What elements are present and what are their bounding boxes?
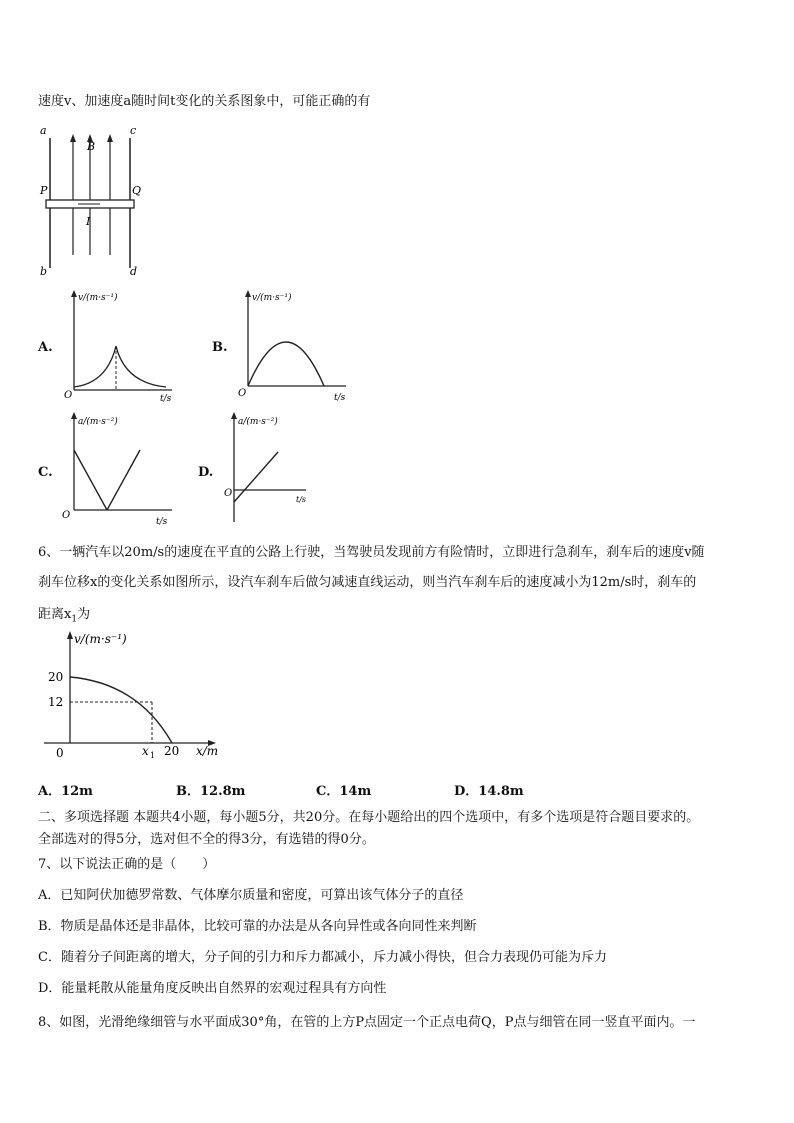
- intro-line: 速度v、加速度a随时间t变化的关系图象中，可能正确的有: [38, 94, 371, 109]
- q6-tick-0: 0: [56, 746, 64, 760]
- q5a-xlabel: t/s: [160, 394, 172, 403]
- q7-option-b: B．物质是晶体还是非晶体，比较可靠的办法是从各向异性或各向同性来判断: [38, 919, 477, 934]
- q7-option-d: D．能量耗散从能量角度反映出自然界的宏观过程具有方向性: [38, 981, 387, 996]
- q5d-xlabel: t/s: [296, 495, 307, 504]
- rail-figure: [38, 120, 148, 280]
- q5c-origin: O: [62, 510, 71, 521]
- label-b: b: [40, 265, 48, 278]
- q5a-ylabel: v/(m·s⁻¹): [78, 293, 118, 303]
- q6-xlabel: x/m: [196, 744, 219, 758]
- q5c-xlabel: t/s: [156, 517, 168, 527]
- section2-line2: 全部选对的得5分，选对但不全的得3分，有选错的得0分。: [38, 832, 375, 847]
- q6-line3: 距离$x_1$为: [38, 607, 91, 625]
- q6-option-d: D．14.8m: [454, 784, 524, 799]
- q5-option-c-label: C.: [38, 465, 53, 480]
- q6-tick-20-y: 20: [48, 670, 64, 684]
- q6-tick-x1-sub: 1: [150, 751, 156, 760]
- q5b-origin: O: [238, 388, 247, 399]
- q6-option-a: A．12m: [38, 784, 93, 799]
- q5b-ylabel: v/(m·s⁻¹): [252, 293, 292, 303]
- q7-option-a: A．已知阿伏加德罗常数、气体摩尔质量和密度，可算出该气体分子的直径: [38, 888, 464, 903]
- q5c-ylabel: a/(m·s⁻²): [78, 417, 118, 427]
- q6-option-c: C．14m: [316, 784, 372, 799]
- q6-option-b: B．12.8m: [176, 784, 246, 799]
- q5d-ylabel: a/(m·s⁻²): [238, 417, 278, 427]
- q7-stem: 7、以下说法正确的是（ ）: [38, 857, 216, 872]
- q8-stem: 8、如图，光滑绝缘细管与水平面成30°角，在管的上方P点固定一个正点电荷Q，P点与细管在同一竖直平面内。一: [38, 1015, 696, 1030]
- q7-option-c: C．随着分子间距离的增大，分子间的引力和斥力都减小，斥力减小得快，但合力表现仍可能为斥力: [38, 950, 607, 965]
- q6-line1: 6、一辆汽车以20m/s的速度在平直的公路上行驶，当驾驶员发现前方有险情时，立即进行急刹车，刹车后的速度v随: [38, 545, 705, 560]
- q5a-origin: O: [64, 390, 73, 401]
- label-a: a: [40, 124, 47, 137]
- label-d: d: [130, 265, 138, 278]
- q5-graph-c: [62, 410, 182, 528]
- q6-ylabel: v/(m·s⁻¹): [74, 632, 127, 646]
- label-I: I: [86, 215, 91, 228]
- q6-tick-x1: x: [142, 744, 149, 758]
- q6-tick-12-y: 12: [48, 695, 64, 709]
- q6-line2: 刹车位移x的变化关系如图所示，设汽车刹车后做匀减速直线运动，则当汽车刹车后的速度减小为12m/s时，刹车的: [38, 575, 697, 590]
- q5-option-a-label: A.: [38, 340, 53, 355]
- q5-graph-a: [62, 288, 182, 403]
- q5d-origin: O: [224, 488, 233, 499]
- q5-option-b-label: B.: [212, 340, 228, 355]
- label-P: P: [40, 184, 48, 197]
- q5b-xlabel: t/s: [334, 393, 346, 403]
- label-c: c: [130, 124, 137, 137]
- q6-graph: [38, 625, 228, 760]
- label-Q: Q: [132, 184, 142, 197]
- q5-option-d-label: D.: [198, 465, 214, 480]
- section2-line1: 二、多项选择题 本题共4小题，每小题5分，共20分。在每小题给出的四个选项中，有多个选项是符合题目要求的。: [38, 810, 700, 825]
- label-B: B: [87, 140, 96, 153]
- q5-graph-d: [222, 410, 322, 528]
- q5-graph-b: [236, 288, 356, 403]
- q6-tick-20-x: 20: [164, 744, 180, 758]
